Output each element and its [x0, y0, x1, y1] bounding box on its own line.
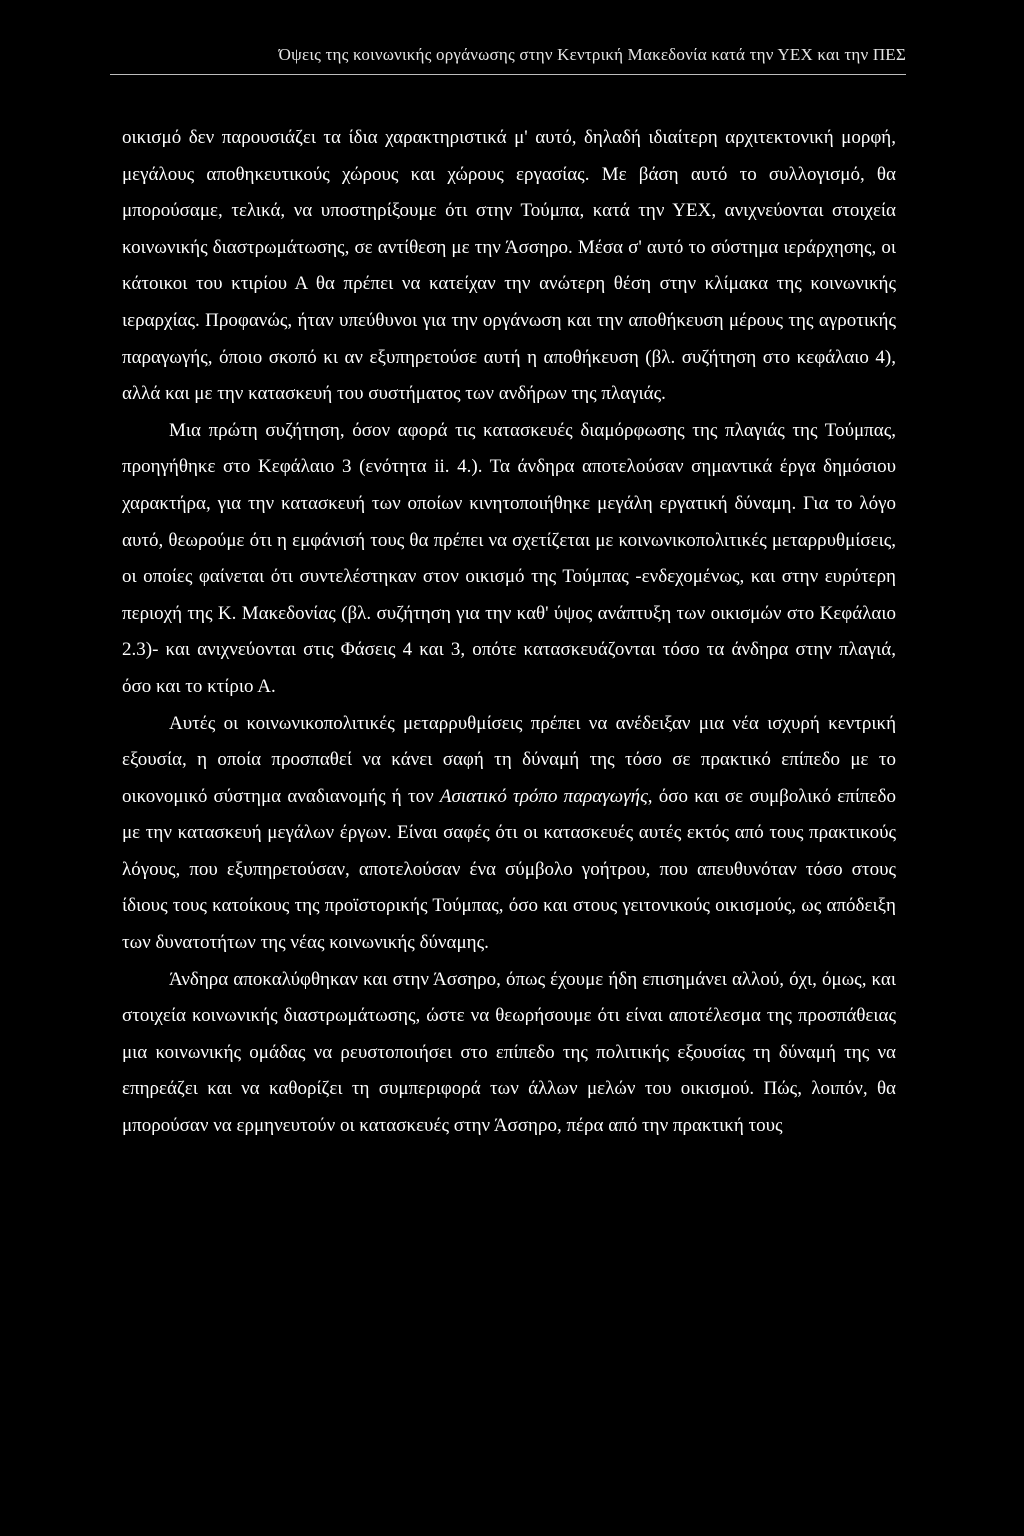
- running-header: Όψεις της κοινωνικής οργάνωσης στην Κεντρική Μακεδονία κατά την ΥΕΧ και την ΠΕΣ: [278, 45, 906, 64]
- paragraph-3-text-continued: , όσο και σε συμβολικό επίπεδο με την κατασκευή μεγάλων έργων. Είναι σαφές ότι οι κατασκευές αυτές εκτός από τους πρακτικούς λόγους, που εξυπηρετούσαν, αποτελούσαν ένα σύμβολο γοήτρου, που απευθυνόταν τόσο στους ίδιους τους κατοίκους της προϊστορικής Τούμπας, όσο και στους γειτονικούς οικισμούς, ως απόδειξη των δυνατοτήτων της νέας κοινωνικής δύναμης.: [122, 785, 896, 954]
- paragraph-3: [122, 706, 896, 962]
- paragraph-1: οικισμό δεν παρουσιάζει τα ίδια χαρακτηριστικά μ' αυτό, δηλαδή ιδιαίτερη αρχιτεκτονική μορφή, μεγάλους αποθηκευτικούς χώρους και χώρους εργασίας. Με βάση αυτό το συλλογισμό, θα μπορούσαμε, τελικά, να υποστηρίξουμε ότι στην Τούμπα, κατά την ΥΕΧ, ανιχνεύονται στοιχεία κοινωνικής διαστρωμάτωσης, σε αντίθεση με την Άσσηρο. Μέσα σ' αυτό το σύστημα ιεράρχησης, οι κάτοικοι του κτιρίου Α θα πρέπει να κατείχαν την ανώτερη θέση στην κλίμακα της κοινωνικής ιεραρχίας. Προφανώς, ήταν υπεύθυνοι για την οργάνωση και την αποθήκευση μέρους της αγροτικής παραγωγής, όποιο σκοπό κι αν εξυπηρετούσε αυτή η αποθήκευση (βλ. συζήτηση στο κεφάλαιο 4), αλλά και με την κατασκευή του συστήματος των ανδήρων της πλαγιάς.: [122, 127, 896, 405]
- body-text: [122, 120, 896, 1145]
- paragraph-2: Μια πρώτη συζήτηση, όσον αφορά τις κατασκευές διαμόρφωσης της πλαγιάς της Τούμπας, προηγήθηκε στο Κεφάλαιο 3 (ενότητα ii. 4.). Τα άνδηρα αποτελούσαν σημαντικά έργα δημόσιου χαρακτήρα, για την κατασκευή των οποίων κινητοποιήθηκε μεγάλη εργατική δύναμη. Για το λόγο αυτό, θεωρούμε ότι η εμφάνισή τους θα πρέπει να σχετίζεται με κοινωνικοπολιτικές μεταρρυθμίσεις, οι οποίες φαίνεται ότι συντελέστηκαν στον οικισμό της Τούμπας -ενδεχομένως, και στην ευρύτερη περιοχή της Κ. Μακεδονίας (βλ. συζήτηση για την καθ' ύψος ανάπτυξη των οικισμών στο Κεφάλαιο 2.3)- και ανιχνεύονται στις Φάσεις 4 και 3, οπότε κατασκευάζονται τόσο τα άνδηρα στην πλαγιά, όσο και το κτίριο Α.: [122, 419, 896, 697]
- paragraph-3-italic-term: Ασιατικό τρόπο παραγωγής: [439, 785, 648, 807]
- paragraph-4: Άνδηρα αποκαλύφθηκαν και στην Άσσηρο, όπως έχουμε ήδη επισημάνει αλλού, όχι, όμως, και στοιχεία κοινωνικής διαστρωμάτωσης, ώστε να θεωρήσουμε ότι είναι αποτέλεσμα της προσπάθειας μια κοινωνικής ομάδας να ρευστοποιήσει στο επίπεδο της πολιτικής εξουσίας τη δύναμή της να επηρεάζει και να καθορίζει τη συμπεριφορά των άλλων μελών του οικισμού. Πώς, λοιπόν, θα μπορούσαν να ερμηνευτούν οι κατασκευές στην Άσσηρο, πέρα από την πρακτική τους: [122, 968, 896, 1137]
- header-rule: [110, 74, 906, 75]
- paragraph-3-text: Αυτές οι κοινωνικοπολιτικές μεταρρυθμίσεις πρέπει να ανέδειξαν μια νέα ισχυρή κεντρική εξουσία, η οποία προσπαθεί να κάνει σαφή τη δύναμή της τόσο σε πρακτικό επίπεδο με το οικονομικό σύστημα αναδιανομής ή τον: [122, 712, 896, 807]
